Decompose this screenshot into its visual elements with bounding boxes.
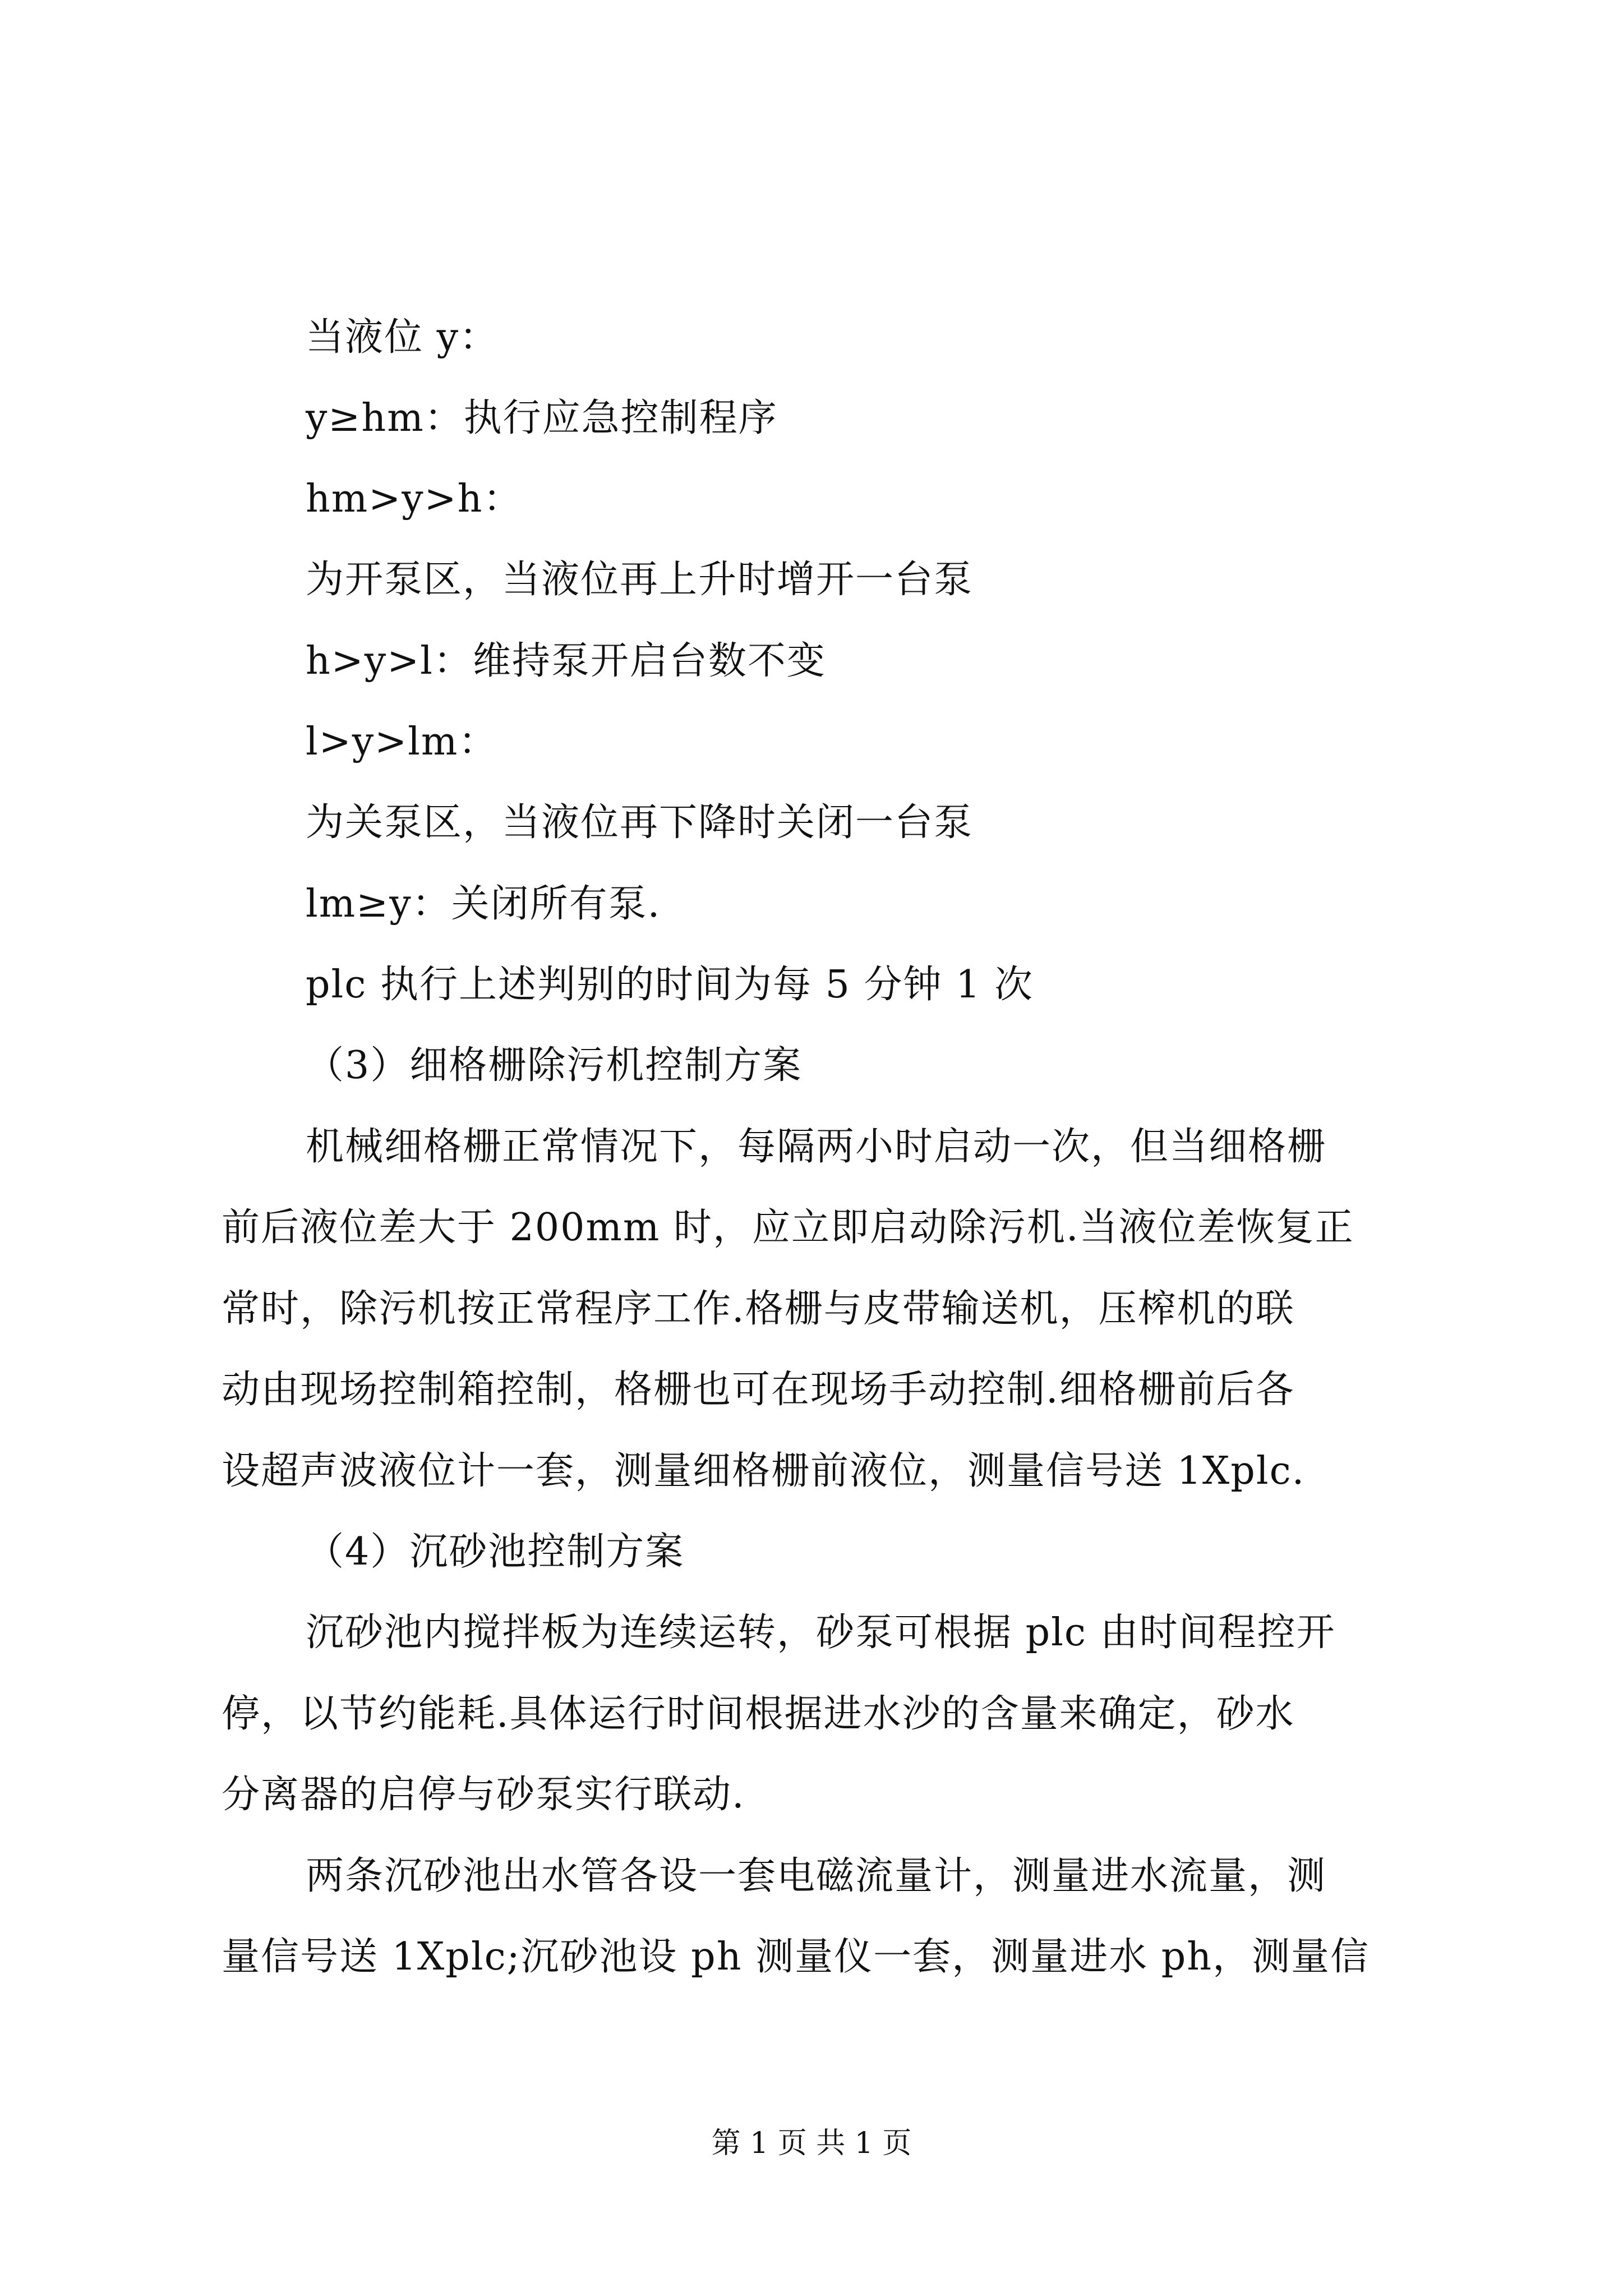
page-footer: 第 1 页 共 1 页 [711,2127,912,2160]
section-heading: （3）细格栅除污机控制方案 [306,1043,803,1088]
paragraph-line: 动由现场控制箱控制，格栅也可在现场手动控制.细格栅前后各 [222,1368,1295,1412]
text-line: lm≥y：关闭所有泵. [306,882,661,926]
paragraph-line: 两条沉砂池出水管各设一套电磁流量计，测量进水流量，测 [306,1854,1327,1898]
text-line: h>y>l：维持泵开启台数不变 [306,639,826,683]
text-line: 当液位 y： [306,315,499,360]
text-line: y≥hm：执行应急控制程序 [306,396,778,440]
paragraph-line: 机械细格栅正常情况下，每隔两小时启动一次，但当细格栅 [306,1125,1327,1169]
text-line: 为开泵区，当液位再上升时增开一台泵 [306,558,974,602]
text-line: 为关泵区，当液位再下降时关闭一台泵 [306,800,974,845]
text-line: l>y>lm： [306,720,498,764]
text-line: plc 执行上述判别的时间为每 5 分钟 1 次 [306,963,1034,1007]
paragraph-line: 前后液位差大于 200mm 时，应立即启动除污机.当液位差恢复正 [222,1205,1354,1250]
paragraph-line: 停，以节约能耗.具体运行时间根据进水沙的含量来确定，砂水 [222,1692,1295,1736]
paragraph-line: 分离器的启停与砂泵实行联动. [222,1773,745,1817]
paragraph-line: 常时，除污机按正常程序工作.格栅与皮带输送机，压榨机的联 [222,1287,1295,1331]
paragraph-line: 量信号送 1Xplc;沉砂池设 ph 测量仪一套，测量进水 ph，测量信 [222,1935,1370,1979]
section-heading: （4）沉砂池控制方案 [306,1530,685,1574]
paragraph-line: 沉砂池内搅拌板为连续运转，砂泵可根据 plc 由时间程控开 [306,1611,1336,1655]
text-line: hm>y>h： [306,477,523,521]
paragraph-line: 设超声波液位计一套，测量细格栅前液位，测量信号送 1Xplc. [222,1449,1306,1493]
